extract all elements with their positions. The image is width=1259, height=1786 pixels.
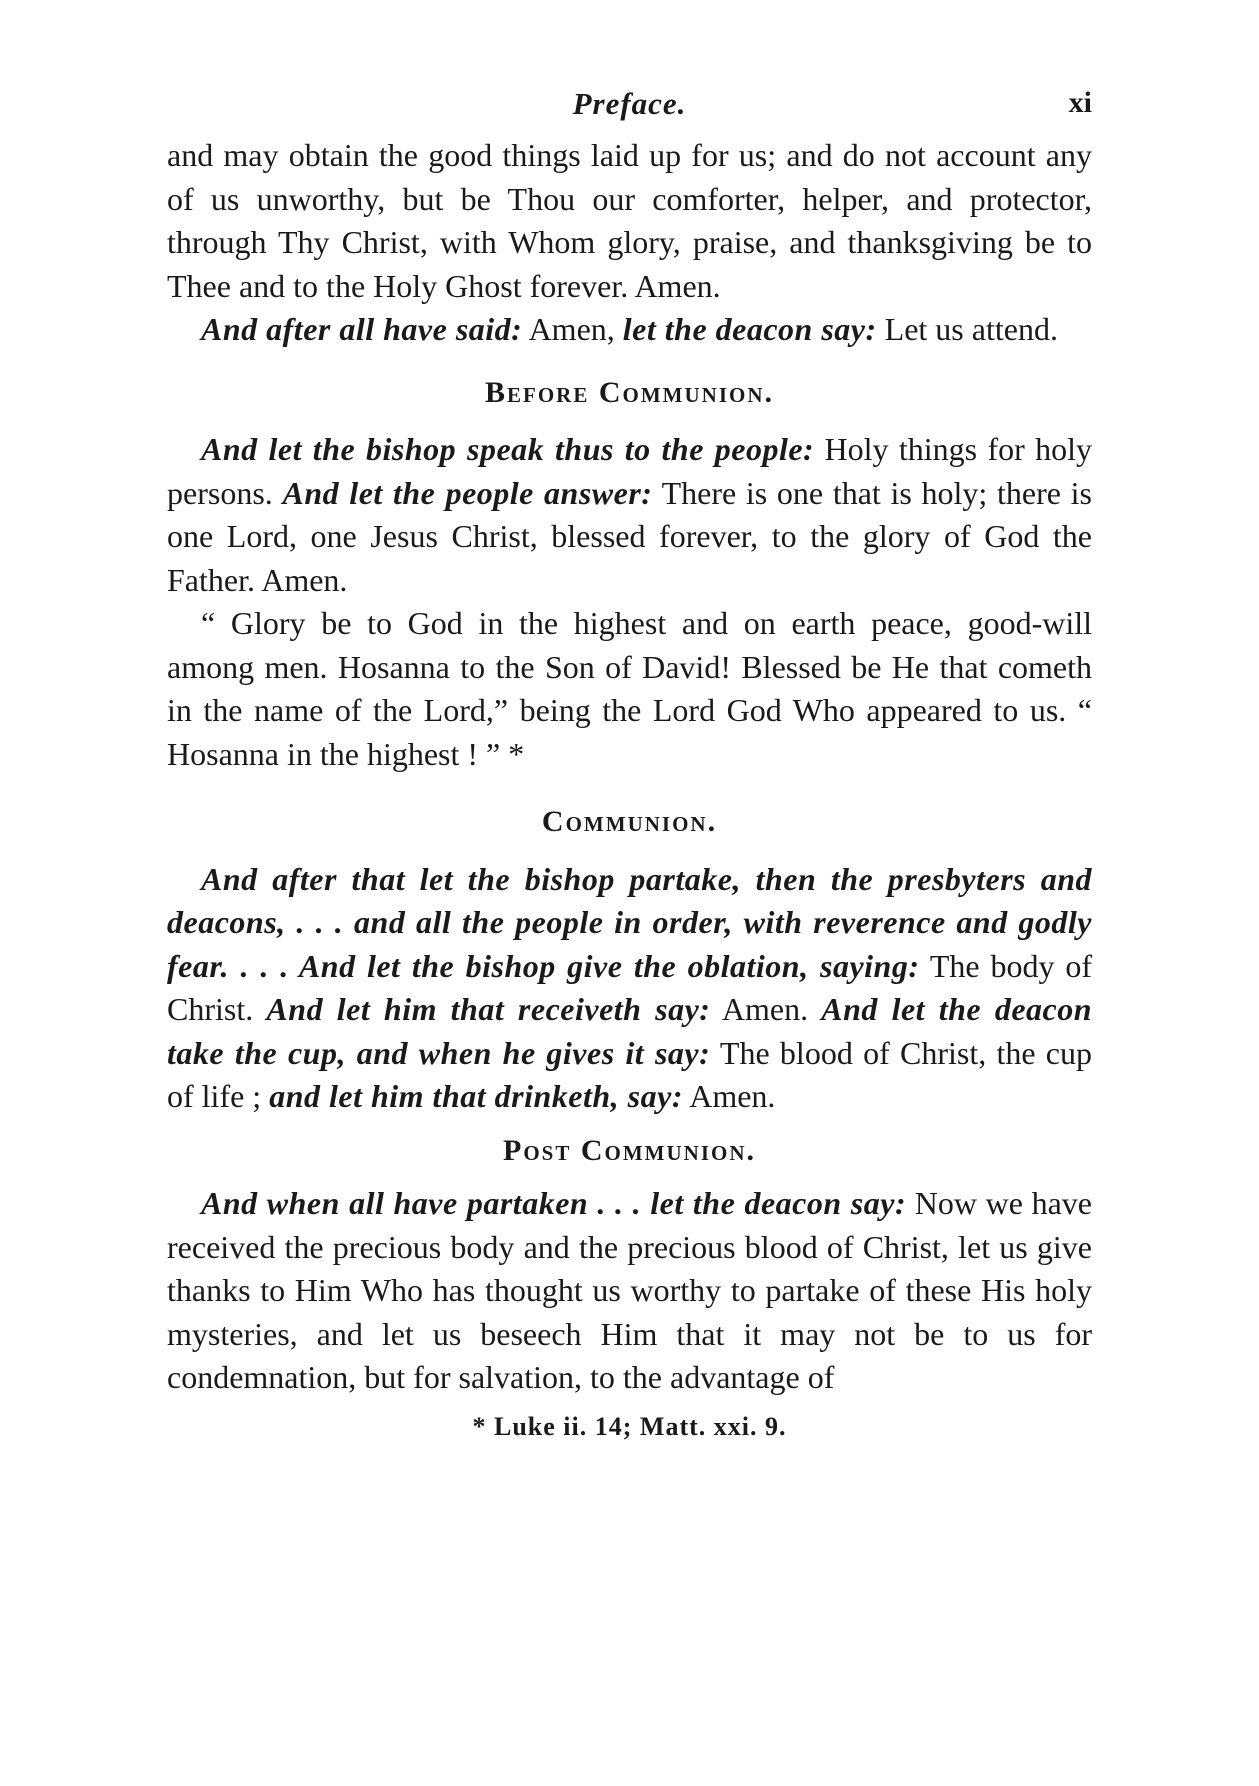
paragraph-communion-rite xyxy=(167,858,1092,1119)
text-run: Holy things for holy persons. xyxy=(167,431,1092,511)
running-head xyxy=(167,86,1092,134)
rubric: And let the bishop speak thus to the people: xyxy=(201,431,815,467)
heading-communion: Communion. xyxy=(541,805,718,838)
rubric: And let the deacon take the cup, and when he gives it say: xyxy=(167,991,1093,1071)
paragraph-gloria: “ Glory be to God in the highest and on earth peace, good-will among men. Hosanna to the Son of David! Blessed be He that cometh in the name of the Lord,” being the Lord God Who appeared to us. “ Hosanna in the highest ! ” * xyxy=(167,605,1092,772)
rubric: And after all have said: xyxy=(201,311,523,347)
heading-post-communion: Post Communion. xyxy=(503,1133,756,1167)
paragraph-let-us-attend xyxy=(167,308,1092,352)
text-run: The blood of Christ, the cup of life ; xyxy=(167,1034,1093,1114)
rubric: And when all have partaken . . . let the deacon say: xyxy=(201,1185,907,1221)
page-number: xi xyxy=(1068,86,1092,119)
text-run: The body of Christ. xyxy=(167,947,1093,1027)
paragraph-continuation: and may obtain the good things laid up for us; and do not account any of us unworthy, but be Thou our comforter, helper, and protector, through Thy Christ, with Whom glory, praise, and thanksgiving be to Thee and to the Holy Ghost forever. Amen. xyxy=(167,137,1092,304)
rubric: And after that let the bishop partake, then the presbyters and deacons, . . . and all the people in order, with reverence and godly fear. . . . And let the bishop give the oblation, saying: xyxy=(167,860,1092,984)
rubric: And let the people answer: xyxy=(282,474,653,511)
page xyxy=(167,86,1092,1442)
text-run: Now we have received the precious body and the precious blood of Christ, let us give thanks to Him Who has thought us worthy to partake of these His holy mysteries, and let us beseech Him that it may not be to us for condemnation, but for salvation, to the advantage of xyxy=(167,1185,1093,1395)
text-run: Amen. xyxy=(710,991,822,1027)
rubric: And let him that receiveth say: xyxy=(266,991,711,1027)
text-run: Amen. xyxy=(682,1078,776,1114)
footnote: * Luke ii. 14; Matt. xxi. 9. xyxy=(472,1411,787,1441)
heading-before-communion: Before Communion. xyxy=(485,375,774,409)
body-text xyxy=(167,134,1092,1400)
rubric: let the deacon say: xyxy=(622,311,877,347)
paragraph-post-communion xyxy=(167,1182,1092,1400)
rubric: and let him that drinketh, say: xyxy=(269,1078,683,1114)
text-run: Amen, xyxy=(522,311,623,347)
running-title: Preface. xyxy=(572,86,687,121)
text-run: There is one that is holy; there is one Lord, one Jesus Christ, blessed forever, to the glory of God the Father. Amen. xyxy=(167,474,1093,598)
text-run: Let us attend. xyxy=(876,311,1058,347)
paragraph-holy-things xyxy=(167,428,1092,602)
